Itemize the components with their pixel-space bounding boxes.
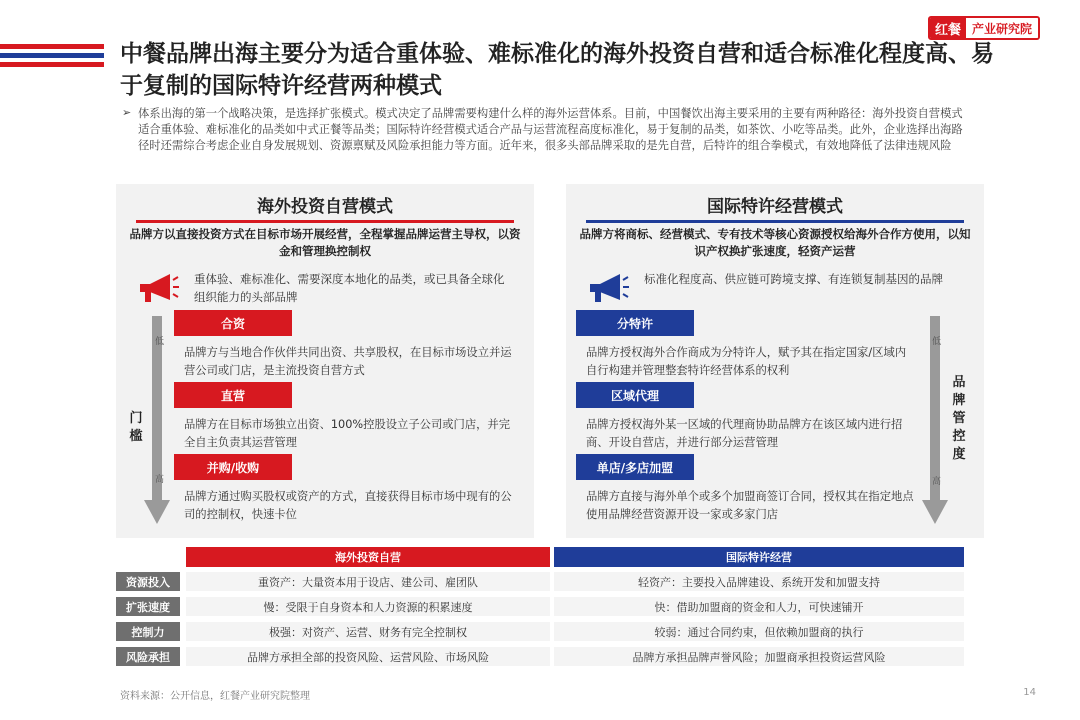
page-title: 中餐品牌出海主要分为适合重体验、难标准化的海外投资自营和适合标准化程度高、易于复制的国际特许经营两种模式	[120, 41, 994, 99]
brand-control-high: 高	[932, 477, 942, 487]
panel-title: 海外投资自营模式	[257, 197, 393, 217]
panel-description: 品牌方将商标、经营模式、专有技术等核心资源授权给海外合作方使用，以知识产权换扩张速度，轻资产运营	[579, 227, 971, 258]
panel-description: 品牌方以直接投资方式在目标市场开展经营，全程掌握品牌运营主导权，以资金和管理换控制权	[129, 227, 521, 258]
row-label: 风险承担	[116, 647, 180, 666]
threshold-arrow-icon	[144, 316, 170, 524]
table-row	[116, 622, 964, 642]
tag-regional-agency: 区域代理	[576, 382, 694, 408]
tag-joint-venture: 合资	[174, 310, 292, 336]
panel-franchise	[566, 184, 984, 538]
tag-merger-acquisition: 并购/收购	[174, 454, 292, 480]
row-right-cell: 较弱：通过合同约束，但依赖加盟商的执行	[554, 622, 964, 641]
sub-franchise-text: 品牌方授权海外合作商成为分特许人，赋予其在指定国家/区域内自行构建并管理整套特许经营体系的权利	[586, 346, 907, 377]
table-header-self-operated: 海外投资自营	[186, 547, 550, 567]
tag-sub-franchise: 分特许	[576, 310, 694, 336]
table-row	[116, 572, 964, 592]
tag-unit-franchise: 单店/多店加盟	[576, 454, 694, 480]
logo-text: 产业研究院	[966, 18, 1038, 38]
header-stripes	[0, 44, 104, 74]
table-header-franchise: 国际特许经营	[554, 547, 964, 567]
panel-title-underline	[586, 220, 964, 223]
row-left-cell: 慢：受限于自身资本和人力资源的积累速度	[186, 597, 550, 616]
megaphone-icon	[136, 270, 180, 308]
suitable-categories: 标准化程度高、供应链可跨境支撑、有连锁复制基因的品牌	[644, 272, 943, 286]
threshold-high: 高	[155, 475, 165, 485]
row-label: 控制力	[116, 622, 180, 641]
row-left-cell: 极强：对资产、运营、财务有完全控制权	[186, 622, 550, 641]
brand-control-low: 低	[932, 337, 942, 347]
tag-direct-operation: 直营	[174, 382, 292, 408]
stripe-red	[0, 62, 104, 67]
unit-franchise-text: 品牌方直接与海外单个或多个加盟商签订合同，授权其在指定地点使用品牌经营资源开设一家或多家门店	[586, 490, 914, 521]
logo-mark: 红餐	[930, 18, 966, 38]
panel-title: 国际特许经营模式	[707, 197, 843, 217]
stripe-red	[0, 44, 104, 49]
row-right-cell: 品牌方承担品牌声誉风险；加盟商承担投资运营风险	[554, 647, 964, 666]
stripe-blue	[0, 53, 104, 58]
intro-paragraph: 体系出海的第一个战略决策，是选择扩张模式。模式决定了品牌需要构建什么样的海外运营体系。目前，中国餐饮出海主要采用的主要有两种路径：海外投资自营模式适合重体验、难标准化的品类如中式正餐等品类；国际特许经营模式适合产品与运营流程高度标准化，易于复制的品类，如茶饮、小吃等品类。此外，企业选择出海路径时还需综合考虑企业自身发展规划、资源禀赋及风险承担能力等方面。近年来，很多头部品牌采取的是先自营，后特许的组合拳模式，有效地降低了法律违规风险	[138, 107, 963, 152]
table-row	[116, 597, 964, 617]
threshold-label: 门槛	[129, 411, 143, 444]
table-row	[116, 647, 964, 667]
direct-operation-text: 品牌方在目标市场独立出资、100%控股设立子公司或门店，并完全自主负责其运营管理	[184, 418, 511, 449]
joint-venture-text: 品牌方与当地合作伙伴共同出资、共享股权，在目标市场设立并运营公司或门店，是主流投资自营方式	[184, 346, 512, 377]
panel-self-operated	[116, 184, 534, 538]
source-note: 资料来源：公开信息，红餐产业研究院整理	[120, 691, 310, 702]
brand-logo	[928, 16, 1040, 40]
threshold-low: 低	[155, 337, 165, 347]
page-number: 14	[1023, 687, 1036, 698]
brand-control-label: 品牌管控度	[952, 375, 966, 462]
row-right-cell: 快：借助加盟商的资金和人力，可快速铺开	[554, 597, 964, 616]
regional-agency-text: 品牌方授权海外某一区域的代理商协助品牌方在该区域内进行招商、开设自营店，并进行部分运营管理	[586, 418, 903, 449]
merger-acquisition-text: 品牌方通过购买股权或资产的方式，直接获得目标市场中现有的公司的控制权，快速卡位	[184, 490, 512, 521]
row-label: 资源投入	[116, 572, 180, 591]
megaphone-icon	[586, 270, 630, 308]
row-left-cell: 品牌方承担全部的投资风险、运营风险、市场风险	[186, 647, 550, 666]
row-left-cell: 重资产：大量资本用于设店、建公司、雇团队	[186, 572, 550, 591]
panel-title-underline	[136, 220, 514, 223]
row-right-cell: 轻资产：主要投入品牌建设、系统开发和加盟支持	[554, 572, 964, 591]
suitable-categories: 重体验、难标准化、需要深度本地化的品类，或已具备全球化组织能力的头部品牌	[194, 272, 505, 304]
brand-control-arrow-icon	[922, 316, 948, 524]
row-label: 扩张速度	[116, 597, 180, 616]
bullet-arrow-icon: ➢	[122, 106, 132, 119]
